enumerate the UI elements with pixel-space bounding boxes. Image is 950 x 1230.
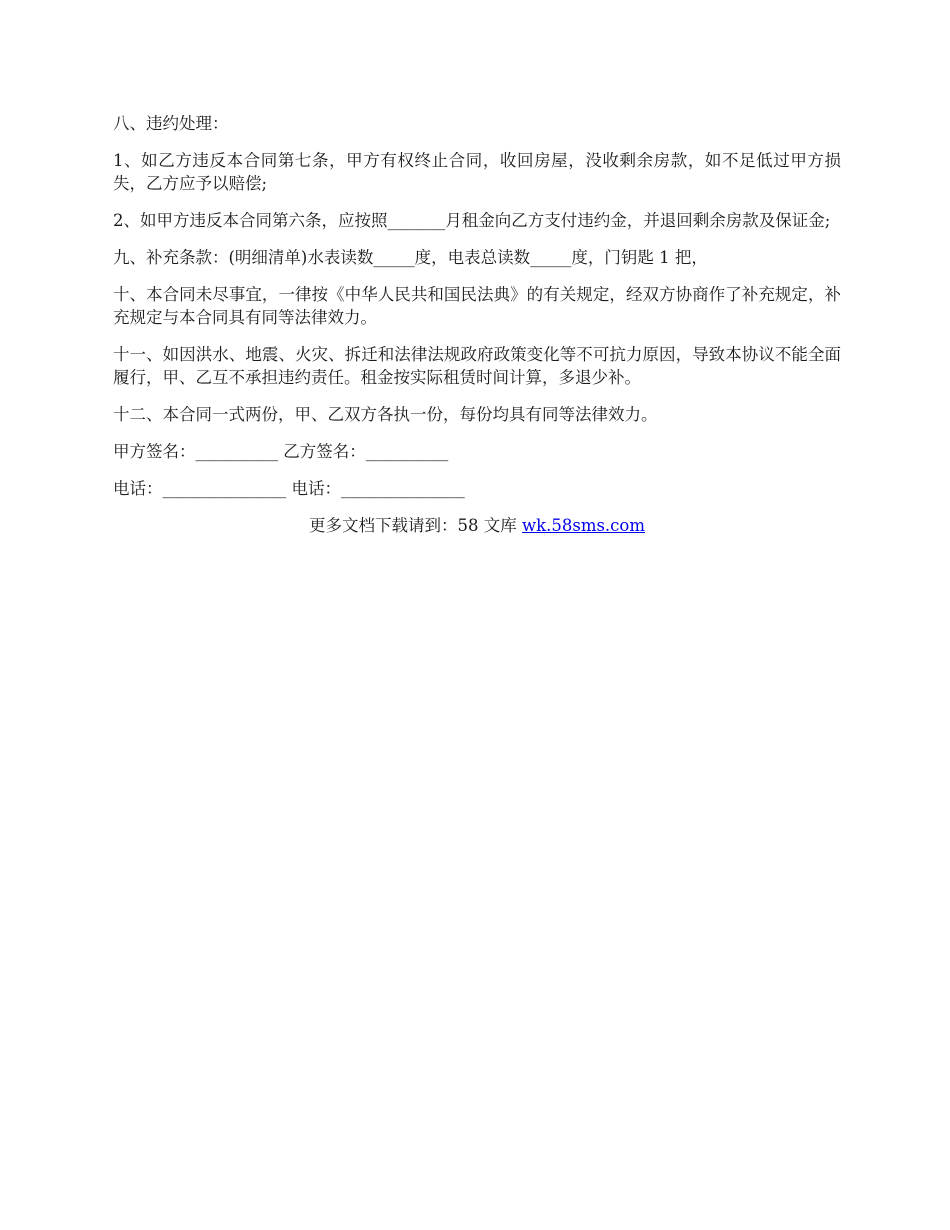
footer-text: 更多文档下载请到：58 文库 [308,516,522,535]
clause-8-1: 1、如乙方违反本合同第七条，甲方有权终止合同，收回房屋，没收剩余房款，如不足低过甲方损失，乙方应予以赔偿; [113,151,841,193]
clause-8-2: 2、如甲方违反本合同第六条，应按照_______月租金向乙方支付违约金，并退回剩余房款及保证金; [113,211,831,230]
document-page [113,112,841,537]
section-8-heading: 八、违约处理： [113,114,229,133]
signature-line: 甲方签名：__________ 乙方签名：__________ [113,442,449,461]
section-11-force-majeure: 十一、如因洪水、地震、火灾、拆迁和法律法规政府政策变化等不可抗力原因，导致本协议不能全面履行，甲、乙互不承担违约责任。租金按实际租赁时间计算，多退少补。 [113,345,841,387]
section-9-supplementary: 九、补充条款：(明细清单)水表读数_____度，电表总读数_____度，门钥匙 1 把， [113,248,708,267]
section-10-unresolved-matters: 十、本合同未尽事宜，一律按《中华人民共和国民法典》的有关规定，经双方协商作了补充规定，补充规定与本合同具有同等法律效力。 [113,285,841,327]
footer-link[interactable]: wk.58sms.com [521,516,645,535]
section-12-copies: 十二、本合同一式两份，甲、乙双方各执一份，每份均具有同等法律效力。 [113,405,658,424]
download-footer [113,514,841,537]
phone-line: 电话：_______________ 电话：_______________ [113,479,465,498]
